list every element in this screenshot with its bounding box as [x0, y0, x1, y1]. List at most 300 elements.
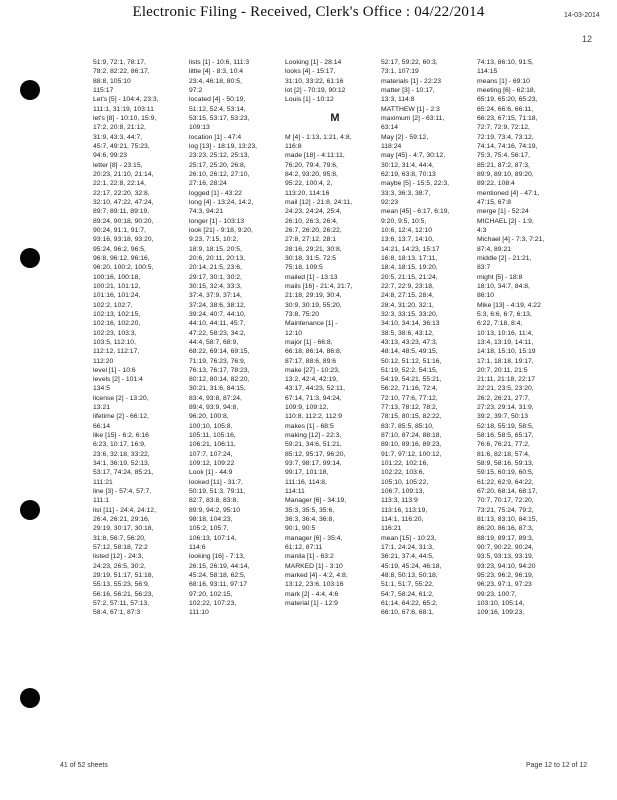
index-entry: 61:22, 62:9, 64:22,	[477, 478, 534, 486]
index-entry: 82:7, 83:8, 83:8,	[189, 497, 239, 505]
index-entry: logged [1] - 43:22	[189, 189, 242, 197]
index-entry: 76:6, 76:21, 77:2,	[477, 441, 530, 449]
index-entry: 74:14, 74:16, 74:19,	[477, 142, 538, 150]
index-entry: 25:17, 25:20, 26:8,	[189, 161, 246, 169]
index-entry: 48:8, 50:13, 50:18,	[381, 572, 438, 580]
index-entry: 21:11, 21:18, 22:17	[477, 376, 536, 384]
index-entry: 31:10, 33:22, 61:16	[285, 77, 344, 85]
index-entry: 20:7, 20:11, 21:5	[477, 366, 528, 374]
index-entry: 52:18, 55:19, 58:5,	[477, 422, 534, 430]
index-entry: 44:4, 58:7, 68:9,	[189, 338, 239, 346]
index-entry: 13:12, 23:6, 103:16	[285, 581, 344, 589]
index-entry: 26:2, 26:21, 27:7,	[477, 394, 530, 402]
index-entry: 103:5, 112:10,	[93, 338, 136, 346]
index-entry: make [27] - 10:23,	[285, 366, 340, 374]
index-entry: 77:13, 78:12, 78:2,	[381, 404, 438, 412]
sheet-count: 41 of 52 sheets	[60, 762, 108, 769]
index-entry: 43:17, 44:23, 52:11,	[285, 385, 345, 393]
index-entry: 111:21	[93, 478, 113, 486]
index-entry: 68:16, 93:11, 97:17	[189, 581, 248, 589]
index-entry: 76:20, 79:4, 79:6,	[285, 161, 338, 169]
index-entry: 18:9, 18:15, 20:5,	[189, 245, 242, 253]
index-entry: 31:8, 56:7, 56:20,	[93, 534, 146, 542]
index-entry: 113:3, 113:9	[381, 497, 418, 505]
index-entry: 56:22, 71:16, 72:4,	[381, 385, 438, 393]
index-entry: 93:5, 93:13, 93:19,	[477, 553, 534, 561]
index-entry: 134:5	[93, 385, 111, 393]
index-entry: 94:6, 99:23	[93, 152, 128, 160]
index-entry: mark [2] - 4:4, 4:6	[285, 590, 339, 598]
index-entry: 102:22, 107:23,	[189, 600, 237, 608]
index-entry: 23:4, 46:18, 80:5,	[189, 77, 242, 85]
index-entry: lists [1] - 10:6, 111:3	[189, 59, 250, 66]
index-entry: 14:18, 15:10, 15:19	[477, 348, 536, 356]
index-entry: 116:8	[285, 142, 302, 150]
index-entry: 90:1, 90:5	[285, 525, 316, 533]
index-entry: 100:21, 101:12,	[93, 282, 141, 290]
index-entry: 109:9, 109:12,	[285, 404, 329, 412]
index-entry: 51:19, 52:2, 54:15,	[381, 366, 438, 374]
index-entry: 81:13, 83:10, 84:15,	[477, 516, 538, 524]
index-entry: 99:23, 100:7,	[477, 590, 517, 598]
index-entry: looks [4] - 15:17,	[285, 68, 336, 76]
index-entry: 87:4, 89:21	[477, 245, 512, 253]
index-entry: Look [1] - 44:9	[189, 469, 233, 477]
index-entry: maybe [5] - 15:5, 22:3,	[381, 180, 450, 188]
index-entry: license [2] - 13:20,	[93, 394, 149, 402]
index-column-1	[93, 58, 193, 618]
index-entry: Looking [1] - 28:14	[285, 59, 342, 66]
index-entry: Louis [1] - 10:12	[285, 96, 334, 104]
index-entry: 54:19, 54:21, 55:21,	[381, 376, 442, 384]
index-entry: 85:21, 87:2, 87:3,	[477, 161, 530, 169]
index-entry: 67:14, 71:3, 94:24,	[285, 394, 342, 402]
section-letter: M	[330, 111, 340, 124]
index-entry: 24:23, 24:24, 25:4,	[285, 208, 342, 216]
index-entry: marked [4] - 4:2, 4:8,	[285, 572, 348, 580]
index-entry: 5:3, 6:6, 6:7, 6:13,	[477, 310, 532, 318]
index-entry: 50:19, 51:3, 79:11,	[189, 488, 246, 496]
index-entry: 24:23, 26:5, 30:2,	[93, 562, 146, 570]
index-entry: manager [6] - 35:4,	[285, 534, 343, 542]
index-entry: 23:6, 32:18, 33:22,	[93, 450, 150, 458]
index-entry: 20:14, 21:5, 23:6,	[189, 264, 242, 272]
index-entry: looking [16] - 7:13,	[189, 553, 245, 561]
index-entry: 101:16, 101:24,	[93, 292, 141, 300]
index-entry: 14:21, 14:23, 15:17	[381, 245, 440, 253]
index-entry: 71:19, 76:23, 76:9,	[189, 357, 246, 365]
index-entry: 13:2, 42:4, 42:19,	[285, 376, 338, 384]
index-entry: 26:10, 26:12, 27:10,	[189, 170, 250, 178]
index-entry: 111:1	[93, 497, 109, 505]
index-entry: lifetime [2] - 66:12,	[93, 413, 149, 421]
index-entry: 96:20, 100:8,	[189, 413, 229, 421]
index-entry: 81:6, 82:18, 57:4,	[477, 450, 530, 458]
index-entry: 61:14, 64:22, 65:2,	[381, 600, 438, 608]
index-entry: merge [1] - 52:24	[477, 208, 529, 216]
index-entry: 109:13	[189, 124, 210, 132]
index-entry: 28:4, 31:20, 32:1,	[381, 301, 434, 309]
index-entry: long [4] - 13:24, 14:2,	[189, 198, 254, 206]
index-entry: Let's [5] - 104:4, 23:3,	[93, 96, 159, 104]
index-entry: 27:23, 29:14, 31:9,	[477, 404, 534, 412]
index-entry: 56:16, 56:21, 56:23,	[93, 590, 154, 598]
index-entry: 58:9, 58:16, 59:13,	[477, 460, 534, 468]
index-entry: 17:1, 24:24, 31:3,	[381, 544, 434, 552]
index-entry: 20:6, 20:11, 20:13,	[189, 254, 246, 262]
index-entry: 93:7, 98:17, 99:14,	[285, 460, 342, 468]
index-entry: 105:11, 105:16,	[189, 432, 236, 440]
index-entry: mean [45] - 6:17, 6:19,	[381, 208, 450, 216]
index-entry: 96:20, 100:2, 100:5,	[93, 264, 154, 272]
index-entry: 22:21, 23:5, 23:20,	[477, 385, 534, 393]
index-entry: 102:16, 102:20,	[93, 320, 141, 328]
index-entry: 95:23, 96:2, 96:19,	[477, 572, 534, 580]
index-entry: 29:17, 30:1, 30:2,	[189, 273, 242, 281]
index-entry: 88:19, 89:17, 89:3,	[477, 534, 534, 542]
index-entry: 66:23, 67:15, 71:18,	[477, 114, 538, 122]
index-entry: 89:7, 89:11, 89:19,	[93, 208, 150, 216]
index-entry: 89:9, 89:10, 89:20,	[477, 170, 534, 178]
index-entry: maximum [2] - 63:11,	[381, 114, 445, 122]
index-entry: 102:22, 103:6,	[381, 469, 425, 477]
index-entry: line [3] - 57:4, 57:7,	[93, 488, 152, 496]
index-entry: 83:7, 85:5, 85:10,	[381, 422, 434, 430]
index-entry: 23:23, 25:12, 25:13,	[189, 152, 250, 160]
index-entry: means [1] - 69:10	[477, 77, 530, 85]
index-entry: 93:23, 94:10, 94:20	[477, 562, 536, 570]
index-entry: 58:16, 58:5, 65:17,	[477, 432, 534, 440]
index-entry: 83:7	[477, 264, 491, 272]
index-entry: 36:21, 37:4, 44:5,	[381, 553, 434, 561]
index-entry: 52:17, 59:22, 60:3,	[381, 59, 438, 66]
index-entry: 34:10, 34:14, 36:13	[381, 320, 440, 328]
index-entry: 6:23, 10:17, 16:9,	[93, 441, 146, 449]
index-entry: might [5] - 18:8	[477, 273, 523, 281]
index-entry: 74:13, 86:10, 91:5,	[477, 59, 534, 66]
index-entry: MICHAEL [2] - 1:9,	[477, 217, 534, 225]
index-entry: 45:7, 49:21, 75:23,	[93, 142, 150, 150]
index-entry: 10:13, 10:16, 11:4,	[477, 329, 534, 337]
index-entry: 6:22, 7:18, 8:4,	[477, 320, 523, 328]
index-entry: 55:13, 55:23, 56:9,	[93, 581, 150, 589]
index-entry: 106:7, 109:13,	[381, 488, 425, 496]
index-entry: made [18] - 4:11:11,	[285, 152, 345, 160]
index-entry: 9:23, 7:15, 10:2,	[189, 236, 239, 244]
index-entry: 65:24, 66:6, 66:11,	[477, 105, 534, 113]
index-entry: 97:20, 102:15,	[189, 590, 233, 598]
index-entry: 13:6, 13:7, 14:10,	[381, 236, 434, 244]
index-entry: 114:11	[285, 488, 305, 496]
index-entry: 66:10, 67:6, 68:1,	[381, 609, 434, 617]
index-entry: 53:15, 53:17, 53:23,	[189, 114, 250, 122]
index-entry: 101:22, 102:16,	[381, 460, 429, 468]
index-entry: 75:3, 75:4, 56:17,	[477, 152, 530, 160]
index-entry: 88:8, 105:10	[93, 77, 131, 85]
index-entry: mail [12] - 21:8, 24:11,	[285, 198, 353, 206]
index-entry: 26:15, 26:19, 44:14,	[189, 562, 250, 570]
index-entry: 37:24, 38:6, 38:12,	[189, 301, 246, 309]
index-entry: 114:6	[189, 544, 206, 552]
index-entry: 80:12, 80:14, 82:20,	[189, 376, 250, 384]
index-entry: 38:5, 38:6, 43:12,	[381, 329, 434, 337]
index-entry: 84:2, 93:20, 95:8,	[285, 170, 338, 178]
index-entry: 45:19, 45:24, 46:18,	[381, 562, 442, 570]
index-entry: May [2] - 59:12,	[381, 133, 429, 141]
fax-tag: 14-03-2014	[564, 12, 600, 19]
index-entry: 118:24	[381, 142, 402, 150]
index-entry: 111:16, 114:8,	[285, 478, 327, 486]
index-entry: 28:16, 29:21, 30:8,	[285, 245, 342, 253]
index-entry: list [11] - 24:4, 24:12,	[93, 506, 156, 514]
index-entry: 65:19, 65:20, 65:23,	[477, 96, 538, 104]
index-column-2	[189, 58, 289, 618]
index-entry: 74:3, 94:21	[189, 208, 224, 216]
index-entry: Maintenance [1] -	[285, 320, 338, 328]
index-entry: 26:10, 26:3, 26:4,	[285, 217, 338, 225]
index-entry: 98:18, 104:23,	[189, 516, 233, 524]
index-entry: making [12] - 22:3,	[285, 432, 342, 440]
index-entry: location [1] - 47:4	[189, 133, 242, 141]
index-entry: 105:2, 105:7,	[189, 525, 229, 533]
index-entry: 73:21, 75:24, 79:2,	[477, 506, 534, 514]
index-entry: 112:20	[93, 357, 114, 365]
index-entry: 66:18, 86:14, 86:8,	[285, 348, 342, 356]
page-mark: 12	[582, 34, 593, 44]
index-entry: 87:10, 87:24, 88:18,	[381, 432, 442, 440]
index-entry: longer [1] - 103:13	[189, 217, 245, 225]
index-entry: 39:2, 39:7, 50:13	[477, 413, 529, 421]
index-entry: material [1] - 12:9	[285, 600, 338, 608]
index-entry: 26:7, 26:20, 26:22,	[285, 226, 342, 234]
index-entry: 73:1, 107:19	[381, 68, 419, 76]
index-entry: 96:23, 97:1, 97:23	[477, 581, 532, 589]
index-entry: 105:10, 105:22,	[381, 478, 429, 486]
index-entry: 109:12, 109:22	[189, 460, 235, 468]
index-entry: 112:12, 112:17,	[93, 348, 140, 356]
index-entry: look [21] - 9:18, 9:20,	[189, 226, 253, 234]
index-entry: 89:24, 90:18, 90:20,	[93, 217, 154, 225]
index-entry: 13:4, 13:19, 14:11,	[477, 338, 534, 346]
index-entry: 66:14	[93, 422, 111, 430]
index-entry: 51:1, 51:7, 55:22,	[381, 581, 434, 589]
index-entry: 37:4, 37:9, 37:14,	[189, 292, 242, 300]
index-entry: 97:2	[189, 86, 203, 94]
index-entry: mentioned [4] - 47:1,	[477, 189, 540, 197]
index-entry: listed [12] - 24:3,	[93, 553, 144, 561]
index-entry: 59:15, 60:19, 60:5,	[477, 469, 534, 477]
index-entry: 27:8, 27:12, 28:1	[285, 236, 337, 244]
index-entry: Michael [4] - 7:3, 7:21,	[477, 236, 545, 244]
index-entry: 18:4, 18:15, 19:20,	[381, 264, 438, 272]
index-entry: 30:21, 31:6, 84:15,	[189, 385, 246, 393]
index-column-5	[477, 58, 577, 618]
index-entry: 20:23, 21:10, 21:14,	[93, 170, 154, 178]
index-entry: 96:8, 96:12, 96:16,	[93, 254, 150, 262]
index-entry: 22:1, 22:8, 22:14,	[93, 180, 146, 188]
index-entry: 39:24, 40:7, 44:10,	[189, 310, 246, 318]
index-entry: 72:7, 72:9, 72:12,	[477, 124, 530, 132]
index-entry: 72:19, 73:4, 73:12,	[477, 133, 534, 141]
index-entry: mailed [1] - 13:13	[285, 273, 338, 281]
index-entry: 13:21	[93, 404, 111, 412]
index-entry: Mike [13] - 4:19, 4:22	[477, 301, 541, 309]
index-entry: 54:7, 58:24, 61:2,	[381, 590, 434, 598]
index-entry: 70:7, 70:17, 72:20,	[477, 497, 534, 505]
page-range: Page 12 to 12 of 12	[526, 762, 588, 769]
index-entry: 95:22, 100:4, 2,	[285, 180, 333, 188]
index-entry: 29:19, 51:17, 51:18,	[93, 572, 154, 580]
index-entry: 47:15, 67:8	[477, 198, 512, 206]
index-entry: 106:21, 106:11,	[189, 441, 236, 449]
index-entry: 89:9, 94:2, 95:10	[189, 506, 241, 514]
index-entry: 53:17, 74:24, 85:21,	[93, 469, 154, 477]
index-entry: 9:20, 9:5, 10:5,	[381, 217, 427, 225]
index-entry: looked [11] - 31:7,	[189, 478, 243, 486]
index-entry: 116:21	[381, 525, 402, 533]
index-entry: 59:21, 34:6, 51:21,	[285, 441, 342, 449]
index-entry: 89:10, 89:16, 89:23,	[381, 441, 442, 449]
index-entry: M [4] - 1:13, 1:21, 4:8,	[285, 133, 352, 141]
index-entry: 62:19, 63:8, 70:13	[381, 170, 436, 178]
index-entry: 24:8, 27:15, 28:4,	[381, 292, 434, 300]
index-entry: 20:5, 21:15, 21:24,	[381, 273, 438, 281]
index-entry: 50:12, 51:12, 51:16,	[381, 357, 442, 365]
index-entry: makes [1] - 68:5	[285, 422, 334, 430]
index-entry: lot [2] - 70:19, 90:12	[285, 86, 346, 94]
index-entry: 10:6, 12:4, 12:10	[381, 226, 433, 234]
index-entry: 67:20, 68:14, 68:17,	[477, 488, 538, 496]
index-entry: 93:16, 93:18, 93:20,	[93, 236, 154, 244]
index-entry: matter [3] - 10:17,	[381, 86, 435, 94]
index-entry: 110:8, 112:2, 112:9	[285, 413, 343, 421]
punch-hole-icon	[20, 248, 40, 268]
index-entry: MATTHEW [1] - 2:3	[381, 105, 440, 113]
index-entry: 68:22, 69:14, 69:15,	[189, 348, 250, 356]
index-entry: 85:12, 95:17, 96:20,	[285, 450, 346, 458]
index-entry: 36:3, 36:4, 36:8,	[285, 516, 335, 524]
index-entry: 111:10	[189, 609, 209, 617]
index-entry: 78:2, 82:22, 86:17,	[93, 68, 150, 76]
index-entry: 83:4, 93:8, 87:24,	[189, 394, 242, 402]
index-entry: 92:23	[381, 198, 399, 206]
index-entry: 30:15, 32:4, 33:3,	[189, 282, 242, 290]
index-entry: 33:3, 36:3, 38:7,	[381, 189, 431, 197]
index-entry: little [4] - 8:3, 10:4	[189, 68, 244, 76]
index-entry: 102:13, 102:15,	[93, 310, 141, 318]
index-entry: 78:15, 80:15, 82:22,	[381, 413, 442, 421]
index-column-4	[381, 58, 481, 618]
index-entry: 17:2, 20:8, 21:12,	[93, 124, 146, 132]
index-entry: 4:3	[477, 226, 487, 234]
index-entry: 91:7, 97:12, 100:12,	[381, 450, 442, 458]
index-entry: 51:12, 52:4, 53:14,	[189, 105, 246, 113]
index-entry: 75:18, 109:5	[285, 264, 323, 272]
index-entry: letter [8] - 23:15,	[93, 161, 143, 169]
index-entry: 44:10, 44:11, 45:7,	[189, 320, 246, 328]
index-entry: 12:10	[285, 329, 303, 337]
index-entry: 35:3, 35:5, 35:6,	[285, 506, 335, 514]
index-entry: 87:17, 88:6, 89:6	[285, 357, 337, 365]
index-entry	[285, 123, 385, 132]
index-entry: 72:10, 77:6, 77:12,	[381, 394, 438, 402]
index-entry: 114:15	[477, 68, 498, 76]
index-entry: 21:18, 29:19, 30:4,	[285, 292, 342, 300]
index-entry: 57:2, 57:11, 57:13,	[93, 600, 150, 608]
index-entry: 102:23, 103:3,	[93, 329, 137, 337]
index-entry: 43:13, 43:23, 47:3,	[381, 338, 438, 346]
index-entry: 30:12, 31:4, 44:4,	[381, 161, 434, 169]
index-entry: 109:16, 109:23,	[477, 609, 525, 617]
index-entry: 76:13, 76:17, 78:23,	[189, 366, 250, 374]
index-entry: 30:9, 30:19, 55:20,	[285, 301, 342, 309]
index-entry: 113:16, 113:19,	[381, 506, 428, 514]
index-entry: 107:7, 107:24,	[189, 450, 233, 458]
index-entry: 16:8, 18:13, 17:11,	[381, 254, 438, 262]
index-entry: 32:10, 47:22, 47:24,	[93, 198, 154, 206]
index-entry: 90:7, 90:22, 90:24,	[477, 544, 534, 552]
index-entry: like [15] - 6:2, 6:16	[93, 432, 149, 440]
index-entry: 32:3, 33:15, 33:20,	[381, 310, 438, 318]
punch-hole-icon	[20, 688, 40, 708]
index-entry: major [1] - 66:8,	[285, 338, 333, 346]
index-entry: 58:4, 67:1, 87:3	[93, 609, 141, 617]
index-entry: 26:4, 26:21, 29:16,	[93, 516, 150, 524]
index-entry: located [4] - 50:19,	[189, 96, 246, 104]
index-entry: 22:17, 22:20, 32:8,	[93, 189, 150, 197]
index-entry: 29:19, 30:17, 30:18,	[93, 525, 154, 533]
index-entry: 90:24, 91:1, 91:7,	[93, 226, 146, 234]
punch-hole-icon	[20, 80, 40, 100]
punch-hole-icon	[20, 500, 40, 520]
index-entry: 103:10, 105:14,	[477, 600, 525, 608]
index-entry: 114:1, 116:20,	[381, 516, 424, 524]
index-entry: 95:24, 96:2, 96:5,	[93, 245, 146, 253]
index-entry: 51:9, 72:1, 78:17,	[93, 59, 146, 66]
index-entry: MARKED [1] - 3:10	[285, 562, 343, 570]
index-entry: 111:1, 31:19, 103:11	[93, 105, 154, 113]
index-entry: 113:20, 114:16	[285, 189, 330, 197]
index-entry: 115:17	[93, 86, 114, 94]
index-entry: levels [2] - 101:4	[93, 376, 143, 384]
index-entry: 48:14, 48:5, 49:15,	[381, 348, 438, 356]
index-entry: 89:4, 93:9, 94:8,	[189, 404, 239, 412]
index-entry: 22:7, 22:9, 23:18,	[381, 282, 434, 290]
index-entry: Manager [6] - 34:19,	[285, 497, 347, 505]
index-entry: 18:10, 34:7, 84:8,	[477, 282, 530, 290]
index-entry: 47:22, 58:23, 34:2,	[189, 329, 246, 337]
index-entry: 99:17, 101:18,	[285, 469, 329, 477]
index-entry: meeting [6] - 62:18,	[477, 86, 536, 94]
index-entry: 102:2, 102:7,	[93, 301, 133, 309]
index-entry: may [45] - 4:7, 30:12,	[381, 152, 446, 160]
index-entry: log [13] - 18:19, 13:23,	[189, 142, 258, 150]
index-entry: 61:12, 87:11	[285, 544, 323, 552]
index-entry: 45:24, 58:18, 62:5,	[189, 572, 246, 580]
index-entry: 63:14	[381, 124, 399, 132]
index-entry: 17:1, 18:18, 19:17,	[477, 357, 534, 365]
index-entry: 106:13, 107:14,	[189, 534, 237, 542]
index-entry: 86:20, 86:16, 87:3,	[477, 525, 534, 533]
index-column-3	[285, 58, 385, 608]
index-entry: 13:3, 114:8	[381, 96, 415, 104]
index-entry: mean [15] - 10:23,	[381, 534, 437, 542]
index-entry: middle [2] - 21:21,	[477, 254, 532, 262]
index-entry: 30:18, 31:5, 72:5	[285, 254, 337, 262]
index-entry: mails [16] - 21:4, 21:7,	[285, 282, 353, 290]
index-entry: 27:16, 28:24	[189, 180, 227, 188]
index-entry: 100:16, 100:18,	[93, 273, 141, 281]
